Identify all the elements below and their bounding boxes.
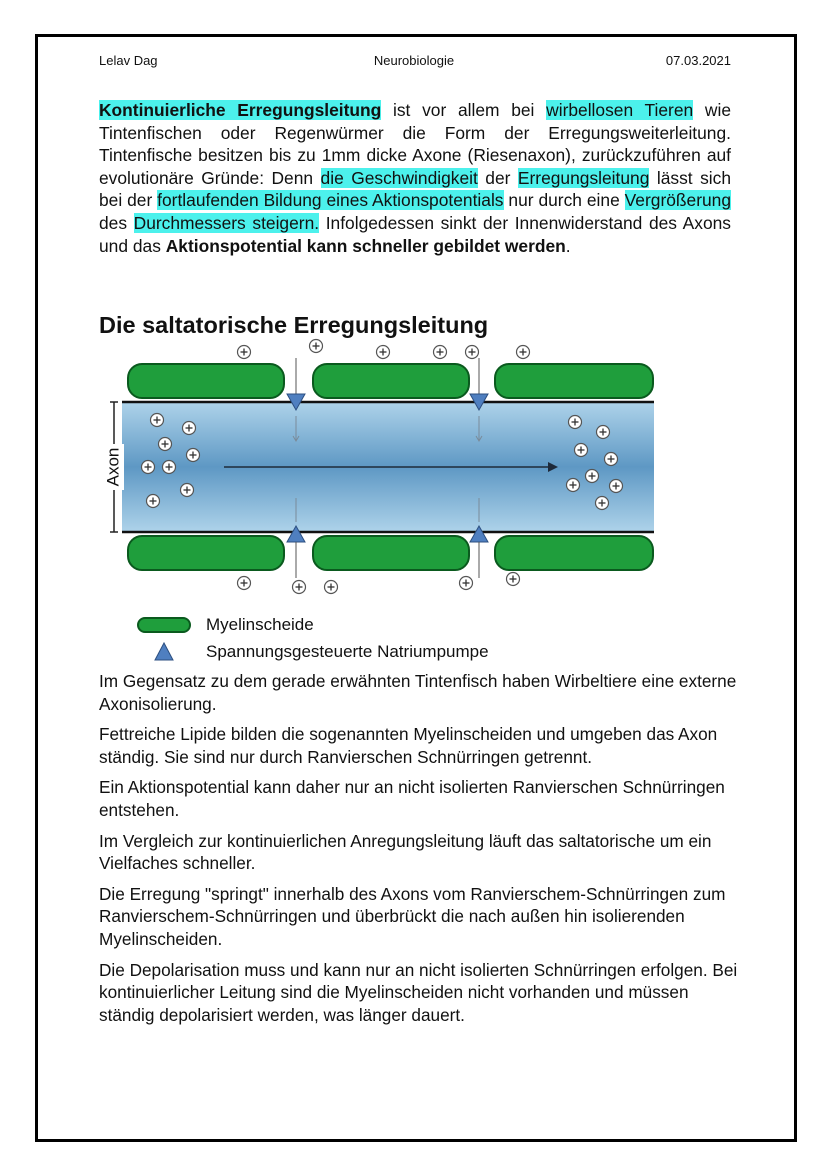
myelin-sheath — [313, 536, 469, 570]
positive-ion-icon — [610, 480, 623, 493]
header-author: Lelav Dag — [99, 53, 158, 68]
intro-text: . — [565, 235, 571, 256]
myelin-sheath — [313, 364, 469, 398]
myelin-sheath — [128, 536, 284, 570]
positive-ion-icon — [569, 416, 582, 429]
intro-text: wie Tintenfischen oder Regenwürmer die Form der Erregungsweiterleitung. Tintenfische besitzen bis zu 1mm dicke Axone (Riesenaxon), zurückzuführen auf evolutionäre Gründe: Denn — [99, 100, 731, 188]
positive-ion-icon — [507, 573, 520, 586]
intro-text: ist vor allem bei — [381, 100, 547, 120]
myelin-sheath — [128, 364, 284, 398]
highlight-term: Durchmessers steigern. — [133, 212, 320, 233]
positive-ion-icon — [567, 479, 580, 492]
positive-ion-icon — [159, 438, 172, 451]
section-title: Die saltatorische Erregungsleitung — [99, 312, 489, 338]
body-paragraph: Fettreiche Lipide bilden die sogenannten Myelinscheiden und umgeben das Axon ständig. Sie sind nur durch Ranvierschen Schnürringen getrennt. — [99, 724, 718, 767]
positive-ion-icon — [310, 340, 323, 353]
saltatory-conduction-diagram — [96, 338, 696, 670]
positive-ion-icon — [596, 497, 609, 510]
body-paragraph: Im Vergleich zur kontinuierlichen Anregungsleitung läuft das saltatorische um ein Vielfaches schneller. — [99, 830, 712, 874]
legend-pump-label: Spannungsgesteuerte Natriumpumpe — [206, 642, 489, 661]
intro-text: der — [477, 167, 518, 188]
legend-myelin-icon — [138, 618, 190, 632]
highlight-term: Kontinuierliche Erregungsleitung — [99, 100, 382, 120]
positive-ion-icon — [434, 346, 447, 359]
myelin-sheath — [495, 364, 653, 398]
intro-text: Infolgedessen sinkt der Innenwiderstand des Axons und das — [99, 212, 731, 256]
positive-ion-icon — [183, 422, 196, 435]
positive-ion-icon — [238, 577, 251, 590]
axon-label: Axon — [103, 447, 123, 487]
positive-ion-icon — [325, 581, 338, 594]
legend-pump-icon — [155, 643, 173, 660]
body-paragraph: Die Erregung "springt" innerhalb des Axons vom Ranvierschem-Schnürringen zum Ranvierschem-Schnürringen und überbrückt die nach außen hin isolierenden Myelinscheiden. — [99, 883, 726, 949]
highlight-term: Vergrößerung — [624, 190, 732, 211]
highlight-term: fortlaufenden Bildung eines Aktionspotentials — [157, 190, 504, 211]
header-subject: Neurobiologie — [373, 53, 455, 68]
intro-text: lässt sich bei der — [99, 167, 731, 211]
positive-ion-icon — [605, 453, 618, 466]
positive-ion-icon — [466, 346, 479, 359]
highlight-term: die Geschwindigkeit — [320, 167, 478, 188]
highlight-term: wirbellosen Tieren — [546, 100, 694, 120]
positive-ion-icon — [586, 470, 599, 483]
positive-ion-icon — [163, 461, 176, 474]
body-paragraph: Ein Aktionspotential kann daher nur an nicht isolierten Ranvierschen Schnürringen entstehen. — [99, 777, 725, 820]
positive-ion-icon — [142, 461, 155, 474]
intro-text: nur durch eine — [503, 190, 625, 211]
body-paragraphs — [99, 670, 739, 1034]
header-date: 07.03.2021 — [665, 53, 731, 68]
legend-myelin-label: Myelinscheide — [206, 615, 314, 634]
positive-ion-icon — [377, 346, 390, 359]
positive-ion-icon — [575, 444, 588, 457]
body-paragraph: Die Depolarisation muss und kann nur an nicht isolierten Schnürringen erfolgen. Bei kontinuierlicher Leitung sind die Myelinscheiden nicht vorhanden und müssen ständig depolarisiert werden, was länger dauert. — [99, 959, 738, 1025]
positive-ion-icon — [151, 414, 164, 427]
positive-ion-icon — [187, 449, 200, 462]
positive-ion-icon — [517, 346, 530, 359]
positive-ion-icon — [597, 426, 610, 439]
body-paragraph: Im Gegensatz zu dem gerade erwähnten Tintenfisch haben Wirbeltiere eine externe Axonisolierung. — [99, 671, 737, 714]
intro-paragraph — [99, 99, 731, 257]
myelin-sheath — [495, 536, 653, 570]
positive-ion-icon — [181, 484, 194, 497]
intro-text: des — [99, 212, 134, 233]
positive-ion-icon — [147, 495, 160, 508]
positive-ion-icon — [238, 346, 251, 359]
positive-ion-icon — [293, 581, 306, 594]
highlight-term: Erregungsleitung — [517, 167, 650, 188]
positive-ion-icon — [460, 577, 473, 590]
bold-conclusion: Aktionspotential kann schneller gebildet werden — [165, 235, 566, 256]
